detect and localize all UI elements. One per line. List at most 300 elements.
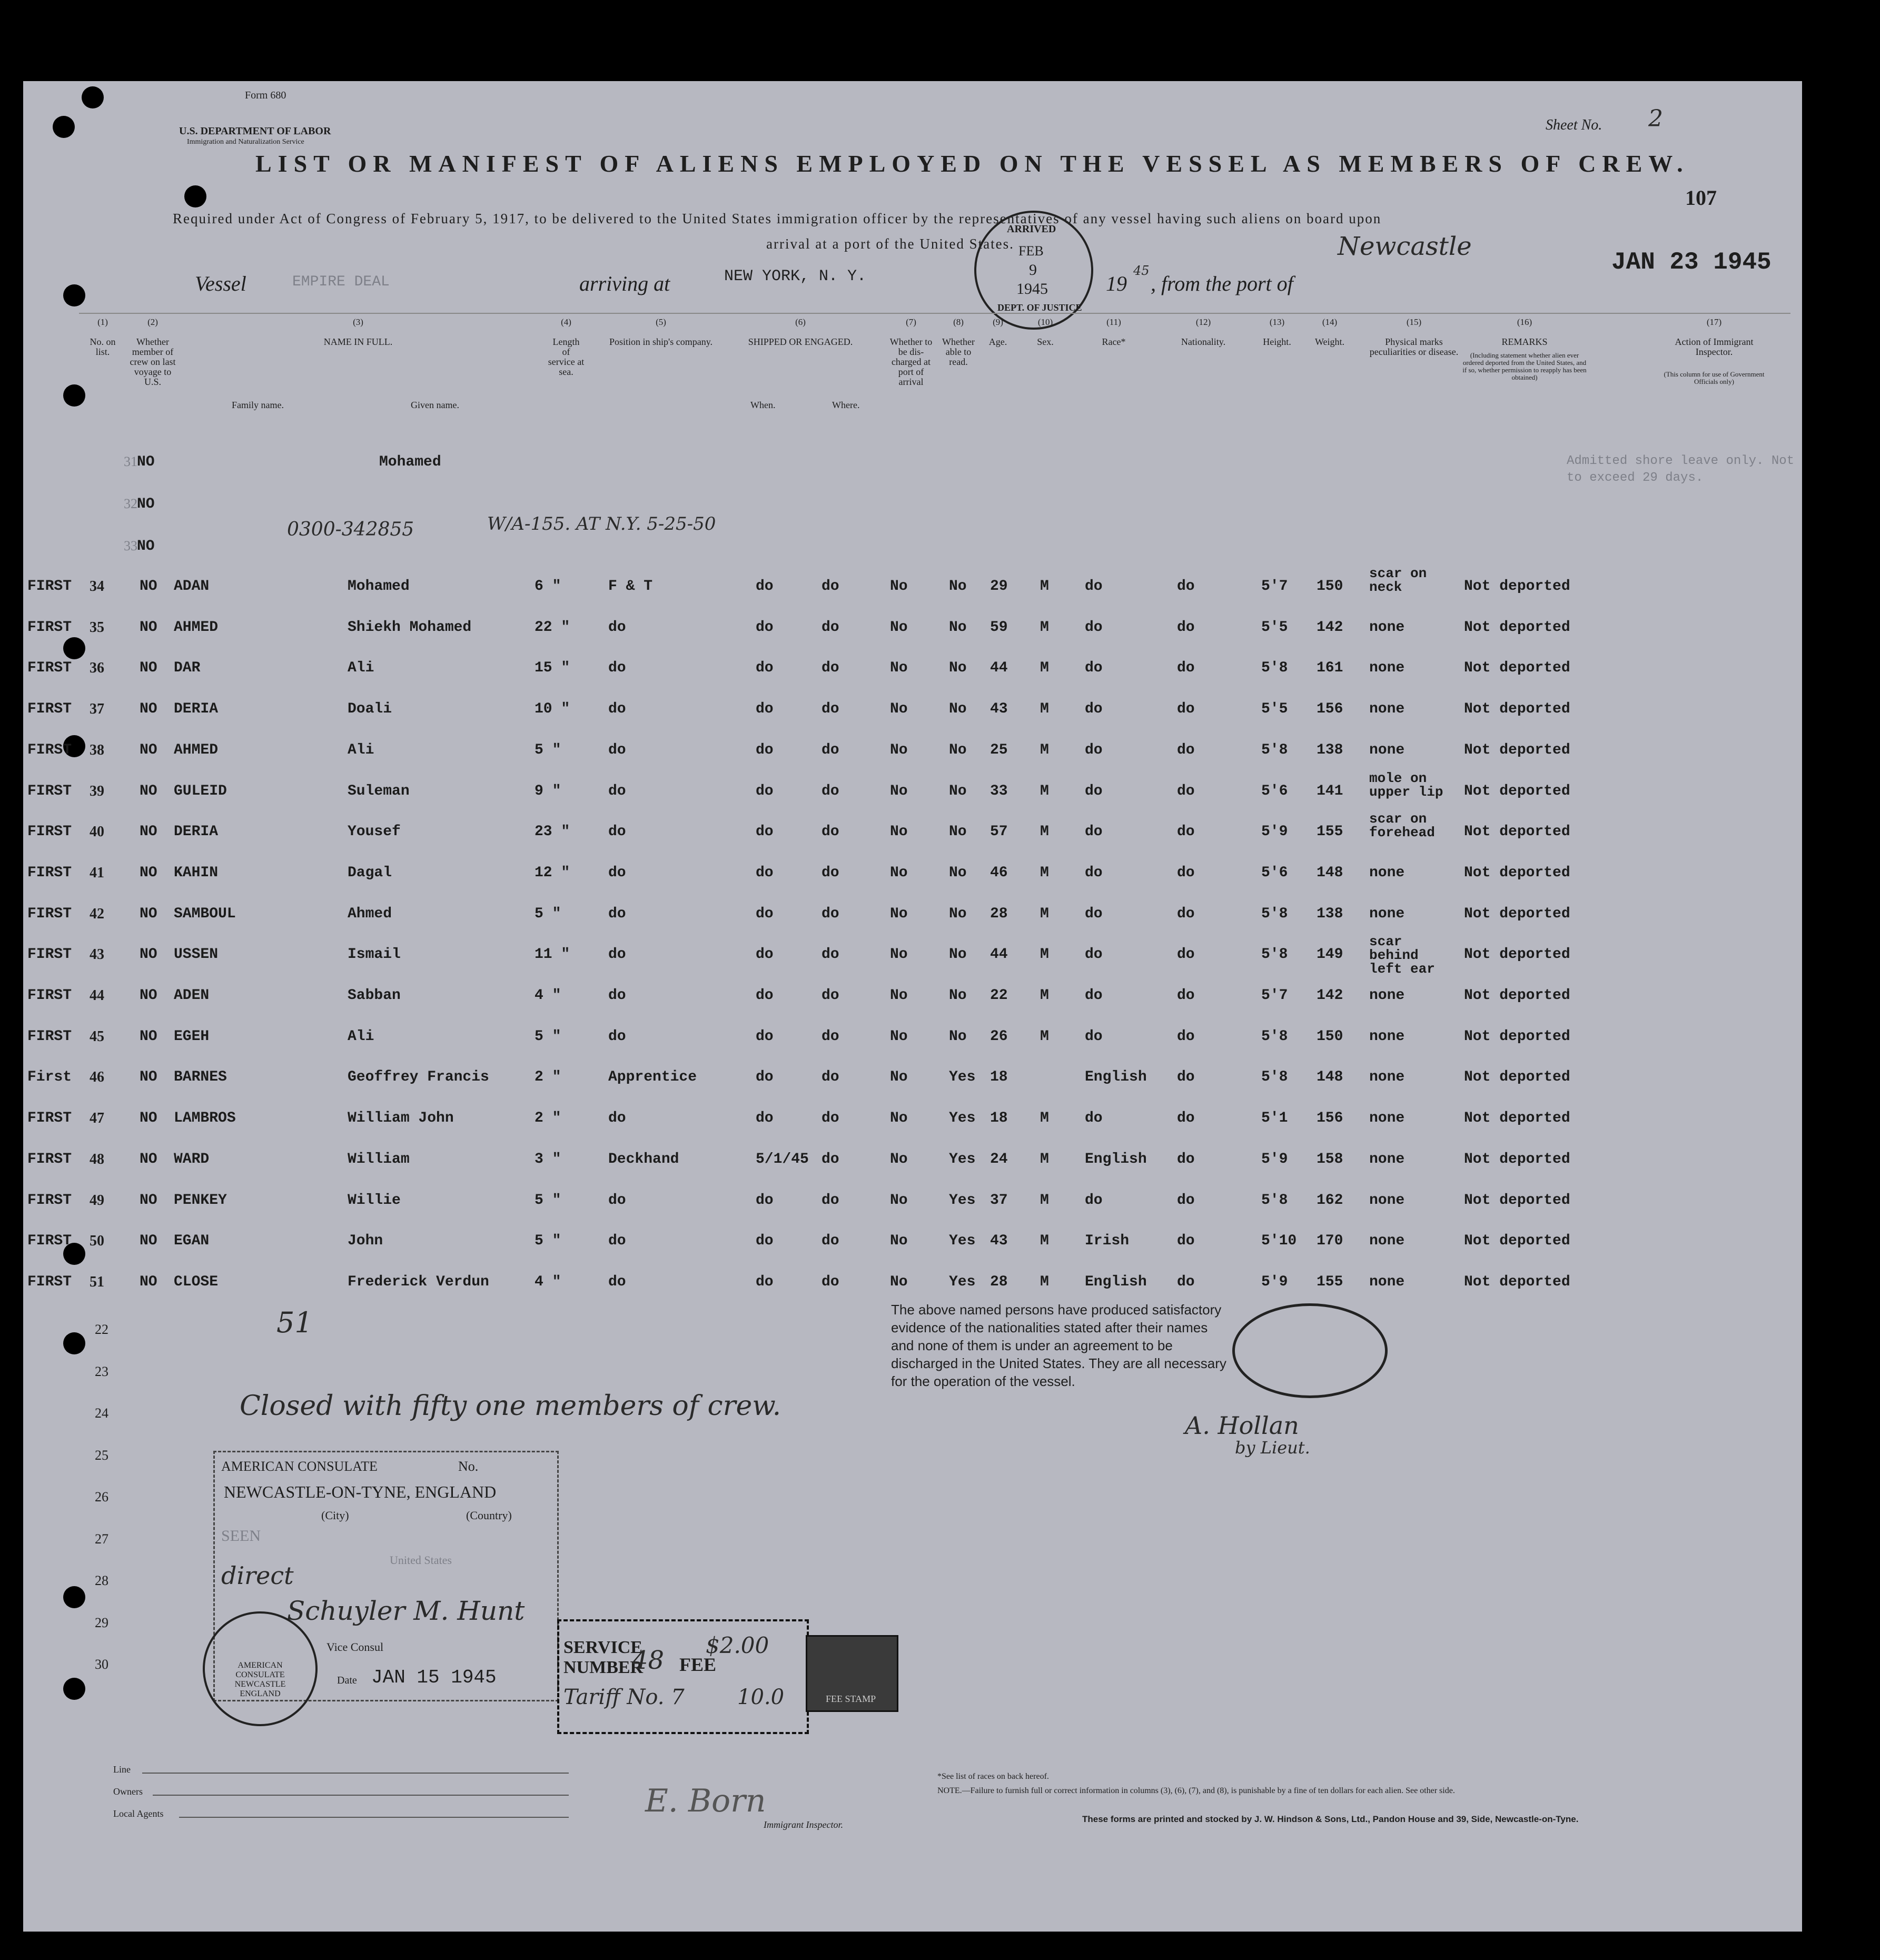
physical-marks: none bbox=[1369, 1151, 1405, 1167]
shipped-when: do bbox=[756, 905, 774, 922]
race: do bbox=[1085, 905, 1103, 922]
column-header: SHIPPED OR ENGAGED. bbox=[748, 336, 853, 347]
shipped-when: do bbox=[756, 1192, 774, 1209]
tariff-note: Tariff No. 7 bbox=[563, 1685, 685, 1709]
row-number: 43 bbox=[90, 946, 104, 963]
service-name: Immigration and Naturalization Service bbox=[187, 138, 304, 146]
row-number: 42 bbox=[90, 905, 104, 922]
row-number: 23 bbox=[95, 1363, 108, 1379]
arriving-port: NEW YORK, N. Y. bbox=[724, 268, 867, 285]
page-title: LIST OR MANIFEST OF ALIENS EMPLOYED ON THE VESSEL AS MEMBERS OF CREW. bbox=[255, 150, 1689, 177]
remarks: Not deported bbox=[1464, 1273, 1570, 1290]
column-number: (4) bbox=[561, 317, 571, 327]
race: English bbox=[1085, 1273, 1147, 1290]
given-name: Yousef bbox=[348, 824, 401, 840]
row-number: 24 bbox=[95, 1405, 108, 1421]
column-header: No. on list. bbox=[90, 336, 116, 357]
column-number: (17) bbox=[1706, 317, 1722, 327]
given-name: Dagal bbox=[348, 864, 392, 881]
length-of-service: 11 " bbox=[535, 946, 570, 963]
crew-last-voyage: NO bbox=[140, 660, 157, 677]
physical-marks: none bbox=[1369, 741, 1405, 758]
position: do bbox=[608, 1110, 626, 1127]
row-number: 36 bbox=[90, 660, 104, 677]
age: 59 bbox=[990, 619, 1008, 636]
row-number: 44 bbox=[90, 987, 104, 1004]
height: 5'6 bbox=[1261, 864, 1288, 881]
column-header: Physical marks peculiarities or disease. bbox=[1369, 336, 1459, 357]
lead-label: FIRST bbox=[27, 741, 72, 758]
subtitle-line-1: Required under Act of Congress of February 5, 1917, to be delivered to the United States immigration officer by the representatives of any vessel having such aliens on board upon bbox=[173, 211, 1382, 226]
able-to-read: No bbox=[949, 701, 967, 718]
row-number: 39 bbox=[90, 783, 104, 799]
remarks: Not deported bbox=[1464, 578, 1570, 595]
punch-hole bbox=[63, 384, 85, 407]
shipped-when: do bbox=[756, 946, 774, 963]
race: do bbox=[1085, 946, 1103, 963]
weight: 156 bbox=[1317, 701, 1343, 718]
given-name-subheader: Given name. bbox=[411, 400, 459, 410]
remarks: Not deported bbox=[1464, 741, 1570, 758]
fee-amount: $2.00 bbox=[706, 1632, 769, 1658]
race: do bbox=[1085, 701, 1103, 718]
consulate-header: AMERICAN CONSULATE bbox=[221, 1459, 378, 1474]
race: do bbox=[1085, 660, 1103, 677]
shipped-where: do bbox=[822, 741, 839, 758]
sheet-label: Sheet No. bbox=[1546, 117, 1602, 133]
age: 28 bbox=[990, 905, 1008, 922]
column-header: Race* bbox=[1102, 336, 1126, 347]
column-header: Whether able to read. bbox=[942, 336, 975, 367]
discharge-at-port: No bbox=[890, 946, 908, 963]
shipped-when: do bbox=[756, 701, 774, 718]
punch-hole bbox=[184, 185, 206, 207]
nationality: do bbox=[1177, 701, 1195, 718]
races-note: *See list of races on back hereof. bbox=[937, 1772, 1049, 1781]
remarks: Not deported bbox=[1464, 946, 1570, 963]
race: do bbox=[1085, 824, 1103, 840]
given-name: Suleman bbox=[348, 783, 410, 799]
lead-label: FIRST bbox=[27, 701, 72, 718]
row-number: 35 bbox=[90, 619, 104, 636]
length-of-service: 5 " bbox=[535, 741, 561, 758]
weight: 161 bbox=[1317, 660, 1343, 677]
discharge-at-port: No bbox=[890, 741, 908, 758]
row-number: 32 bbox=[124, 496, 137, 511]
row-number: 29 bbox=[95, 1615, 108, 1630]
shipped-when: do bbox=[756, 1273, 774, 1290]
family-name-subheader: Family name. bbox=[232, 400, 284, 410]
family-name: USSEN bbox=[174, 946, 219, 963]
row-number: 37 bbox=[90, 701, 104, 718]
row-number: 30 bbox=[95, 1657, 108, 1672]
row-number: 34 bbox=[90, 578, 104, 595]
weight: 170 bbox=[1317, 1233, 1343, 1250]
lead-label: FIRST bbox=[27, 783, 72, 799]
column-header: Length of service at sea. bbox=[548, 336, 585, 377]
handwritten-reference-number: 0300-342855 bbox=[287, 519, 414, 540]
physical-marks: none bbox=[1369, 660, 1405, 677]
race: do bbox=[1085, 619, 1103, 636]
height: 5'9 bbox=[1261, 1273, 1288, 1290]
able-to-read: No bbox=[949, 578, 967, 595]
height: 5'7 bbox=[1261, 987, 1288, 1004]
consul-signature: Schuyler M. Hunt bbox=[287, 1596, 525, 1626]
column-header: Whether member of crew on last voyage to U.S. bbox=[130, 336, 176, 387]
vessel-label: Vessel bbox=[195, 272, 246, 295]
sex: M bbox=[1040, 578, 1049, 595]
consulate-city: NEWCASTLE-ON-TYNE, ENGLAND bbox=[224, 1482, 497, 1501]
remarks: Not deported bbox=[1464, 1151, 1570, 1167]
age: 29 bbox=[990, 578, 1008, 595]
length-of-service: 4 " bbox=[535, 987, 561, 1004]
shipped-where: do bbox=[822, 783, 839, 799]
weight: 148 bbox=[1317, 864, 1343, 881]
discharge-at-port: No bbox=[890, 701, 908, 718]
shipped-where: do bbox=[822, 824, 839, 840]
shipped-when: do bbox=[756, 1110, 774, 1127]
number-label: NUMBER bbox=[563, 1658, 644, 1677]
service-label: SERVICE bbox=[563, 1638, 642, 1657]
physical-marks: none bbox=[1369, 1028, 1405, 1045]
height: 5'1 bbox=[1261, 1110, 1288, 1127]
able-to-read: Yes bbox=[949, 1192, 976, 1209]
sex: M bbox=[1040, 1151, 1049, 1167]
footer-line-label: Line bbox=[113, 1764, 131, 1775]
family-name: DERIA bbox=[174, 701, 219, 718]
remarks: Not deported bbox=[1464, 1233, 1570, 1250]
remarks: Not deported bbox=[1464, 905, 1570, 922]
year-label: 19 bbox=[1106, 272, 1127, 295]
crew-last-voyage: NO bbox=[140, 783, 157, 799]
sex: M bbox=[1040, 1192, 1049, 1209]
physical-marks: none bbox=[1369, 905, 1405, 922]
age: 44 bbox=[990, 660, 1008, 677]
department-name: U.S. DEPARTMENT OF LABOR bbox=[179, 125, 331, 137]
remarks: Not deported bbox=[1464, 660, 1570, 677]
race: do bbox=[1085, 987, 1103, 1004]
remarks: Not deported bbox=[1464, 1028, 1570, 1045]
nationality: do bbox=[1177, 824, 1195, 840]
punch-hole bbox=[63, 284, 85, 306]
given-name: William John bbox=[348, 1110, 454, 1127]
shipped-where: do bbox=[822, 864, 839, 881]
weight: 150 bbox=[1317, 578, 1343, 595]
family-name: SAMBOUL bbox=[174, 905, 236, 922]
tariff-amount: 10.0 bbox=[737, 1685, 785, 1709]
family-name: GULEID bbox=[174, 783, 227, 799]
from-port-label: , from the port of bbox=[1151, 272, 1293, 295]
crew-last-voyage: NO bbox=[137, 454, 155, 470]
height: 5'8 bbox=[1261, 905, 1288, 922]
race: Irish bbox=[1085, 1233, 1130, 1250]
lead-label: FIRST bbox=[27, 1192, 72, 1209]
row-number: 50 bbox=[90, 1233, 104, 1250]
age: 26 bbox=[990, 1028, 1008, 1045]
nationality: do bbox=[1177, 1069, 1195, 1086]
weight: 148 bbox=[1317, 1069, 1343, 1086]
shipped-where: do bbox=[822, 987, 839, 1004]
declaration-text: The above named persons have produced satisfactory evidence of the nationalities stated after their names and none of them is under an agreement to be discharged in the United States. They are all necessary for the operation of the vessel. bbox=[891, 1302, 1226, 1389]
row-number: 48 bbox=[90, 1151, 104, 1167]
sex: M bbox=[1040, 701, 1049, 718]
column-number: (2) bbox=[147, 317, 158, 327]
able-to-read: No bbox=[949, 741, 967, 758]
column-header: Age. bbox=[988, 336, 1007, 347]
family-name: LAMBROS bbox=[174, 1110, 236, 1127]
column-header: Position in ship's company. bbox=[609, 336, 713, 347]
remarks: Not deported bbox=[1464, 824, 1570, 840]
race: do bbox=[1085, 1028, 1103, 1045]
shipped-where: do bbox=[822, 660, 839, 677]
column-header: REMARKS bbox=[1501, 336, 1548, 347]
position: do bbox=[608, 701, 626, 718]
position: Deckhand bbox=[608, 1151, 679, 1167]
crew-last-voyage: NO bbox=[140, 619, 157, 636]
family-name: PENKEY bbox=[174, 1192, 227, 1209]
discharge-at-port: No bbox=[890, 864, 908, 881]
received-date-stamp: JAN 23 1945 bbox=[1611, 249, 1772, 276]
position: do bbox=[608, 660, 626, 677]
height: 5'8 bbox=[1261, 1069, 1288, 1086]
lead-label: FIRST bbox=[27, 1110, 72, 1127]
lead-label: FIRST bbox=[27, 864, 72, 881]
length-of-service: 5 " bbox=[535, 1192, 561, 1209]
row-number: 31 bbox=[124, 454, 137, 469]
inspector-shore-leave-note: Admitted shore leave only. Not to exceed 29 days. bbox=[1567, 454, 1795, 485]
sex: M bbox=[1040, 783, 1049, 799]
remarks: Not deported bbox=[1464, 1192, 1570, 1209]
weight: 158 bbox=[1317, 1151, 1343, 1167]
length-of-service: 9 " bbox=[535, 783, 561, 799]
physical-marks: none bbox=[1369, 619, 1405, 636]
sex: M bbox=[1040, 946, 1049, 963]
printer-note: These forms are printed and stocked by J. W. Hindson & Sons, Ltd., Pandon House and 39, Side, Newcastle-on-Tyne. bbox=[1082, 1814, 1579, 1824]
height: 5'8 bbox=[1261, 1192, 1288, 1209]
remarks: Not deported bbox=[1464, 783, 1570, 799]
column-number: (9) bbox=[993, 317, 1003, 327]
shipped-when: do bbox=[756, 578, 774, 595]
family-name: ADEN bbox=[174, 987, 210, 1004]
column-header: Action of Immigrant Inspector. bbox=[1675, 336, 1754, 357]
discharge-at-port: No bbox=[890, 783, 908, 799]
family-name: BARNES bbox=[174, 1069, 227, 1086]
position: do bbox=[608, 1028, 626, 1045]
height: 5'8 bbox=[1261, 1028, 1288, 1045]
inspector-subheader: (This column for use of Government Officials only) bbox=[1664, 370, 1765, 385]
arriving-label: arriving at bbox=[579, 272, 670, 295]
nationality: do bbox=[1177, 783, 1195, 799]
service-number: 48 bbox=[632, 1646, 665, 1675]
given-name: Doali bbox=[348, 701, 392, 718]
given-name: Ali bbox=[348, 660, 374, 677]
footer-agents-label: Local Agents bbox=[113, 1808, 164, 1819]
punch-hole bbox=[53, 116, 75, 138]
inspector-signature: E. Born bbox=[645, 1783, 766, 1819]
length-of-service: 5 " bbox=[535, 1028, 561, 1045]
age: 57 bbox=[990, 824, 1008, 840]
year-suffix: 45 bbox=[1133, 263, 1150, 278]
shipped-where: do bbox=[822, 701, 839, 718]
shipped-when: do bbox=[756, 824, 774, 840]
physical-marks: none bbox=[1369, 1192, 1405, 1209]
height: 5'6 bbox=[1261, 783, 1288, 799]
punch-hole bbox=[63, 1332, 85, 1354]
able-to-read: No bbox=[949, 619, 967, 636]
remarks: Not deported bbox=[1464, 701, 1570, 718]
shipped-when: do bbox=[756, 1069, 774, 1086]
race: do bbox=[1085, 741, 1103, 758]
physical-marks: none bbox=[1369, 1110, 1405, 1127]
nationality: do bbox=[1177, 1151, 1195, 1167]
remarks: Not deported bbox=[1464, 619, 1570, 636]
row-number: 49 bbox=[90, 1192, 104, 1209]
crew-last-voyage: NO bbox=[140, 1192, 157, 1209]
consulate-date-label: Date bbox=[337, 1675, 357, 1686]
family-name: AHMED bbox=[174, 619, 219, 636]
remarks: Not deported bbox=[1464, 864, 1570, 881]
sex: M bbox=[1040, 824, 1049, 840]
from-port: Newcastle bbox=[1338, 232, 1472, 261]
seen-label: SEEN bbox=[221, 1527, 261, 1545]
able-to-read: No bbox=[949, 905, 967, 922]
crew-last-voyage: NO bbox=[140, 987, 157, 1004]
master-stamp bbox=[1232, 1303, 1388, 1398]
weight: 155 bbox=[1317, 824, 1343, 840]
shipped-when: do bbox=[756, 987, 774, 1004]
crew-last-voyage: NO bbox=[140, 1151, 157, 1167]
subtitle-line-2: arrival at a port of the United States. bbox=[766, 236, 1014, 252]
discharge-at-port: No bbox=[890, 660, 908, 677]
weight: 138 bbox=[1317, 905, 1343, 922]
lead-label: FIRST bbox=[27, 1233, 72, 1250]
column-number: (16) bbox=[1517, 317, 1532, 327]
weight: 138 bbox=[1317, 741, 1343, 758]
crew-last-voyage: NO bbox=[140, 1110, 157, 1127]
row-number: 26 bbox=[95, 1489, 108, 1504]
revenue-stamp: FEE STAMP bbox=[806, 1635, 898, 1712]
lead-label: FIRST bbox=[27, 1273, 72, 1290]
nationality: do bbox=[1177, 1192, 1195, 1209]
given-name: Sabban bbox=[348, 987, 401, 1004]
column-header: Sex. bbox=[1037, 336, 1054, 347]
nationality: do bbox=[1177, 660, 1195, 677]
length-of-service: 3 " bbox=[535, 1151, 561, 1167]
column-number: (14) bbox=[1322, 317, 1338, 327]
length-of-service: 4 " bbox=[535, 1273, 561, 1290]
able-to-read: No bbox=[949, 1028, 967, 1045]
shipped-where: do bbox=[822, 1151, 839, 1167]
row-number: 38 bbox=[90, 741, 104, 758]
shipped-where: do bbox=[822, 578, 839, 595]
footer-owners-rule bbox=[153, 1795, 569, 1796]
age: 44 bbox=[990, 946, 1008, 963]
shipped-when: do bbox=[756, 864, 774, 881]
column-number: (3) bbox=[353, 317, 363, 327]
length-of-service: 23 " bbox=[535, 824, 570, 840]
nationality: do bbox=[1177, 741, 1195, 758]
nationality: do bbox=[1177, 1273, 1195, 1290]
punch-hole bbox=[63, 1586, 85, 1608]
punch-hole bbox=[63, 637, 85, 659]
able-to-read: Yes bbox=[949, 1069, 976, 1086]
weight: 155 bbox=[1317, 1273, 1343, 1290]
page-number: 107 bbox=[1685, 186, 1717, 210]
shipped-when: do bbox=[756, 619, 774, 636]
row-number: 25 bbox=[95, 1447, 108, 1463]
footer-owners-label: Owners bbox=[113, 1786, 143, 1797]
master-role: by Lieut. bbox=[1235, 1438, 1310, 1458]
row-number: 33 bbox=[124, 538, 137, 553]
physical-marks: mole on upper lip bbox=[1369, 770, 1443, 800]
position: do bbox=[608, 1273, 626, 1290]
crew-last-voyage: NO bbox=[140, 1233, 157, 1250]
position: Apprentice bbox=[608, 1069, 697, 1086]
family-name: WARD bbox=[174, 1151, 210, 1167]
consulate-date: JAN 15 1945 bbox=[371, 1667, 497, 1688]
position: do bbox=[608, 864, 626, 881]
sex: M bbox=[1040, 1028, 1049, 1045]
height: 5'9 bbox=[1261, 1151, 1288, 1167]
sex: M bbox=[1040, 1110, 1049, 1127]
sex: M bbox=[1040, 987, 1049, 1004]
footer-agents-rule bbox=[179, 1817, 569, 1818]
height: 5'7 bbox=[1261, 578, 1288, 595]
column-number: (13) bbox=[1269, 317, 1285, 327]
row-number: 46 bbox=[90, 1069, 104, 1086]
length-of-service: 2 " bbox=[535, 1069, 561, 1086]
family-name: DAR bbox=[174, 660, 201, 677]
crew-last-voyage: NO bbox=[140, 1069, 157, 1086]
row-number: 27 bbox=[95, 1531, 108, 1547]
crew-last-voyage: NO bbox=[140, 824, 157, 840]
length-of-service: 5 " bbox=[535, 905, 561, 922]
shipped-where: do bbox=[822, 1069, 839, 1086]
length-of-service: 6 " bbox=[535, 578, 561, 595]
lead-label: FIRST bbox=[27, 987, 72, 1004]
given-name: Mohamed bbox=[348, 578, 410, 595]
column-header: Whether to be dis-charged at port of arrival bbox=[889, 336, 933, 387]
remarks-subheader: (Including statement whether alien ever ordered deported from the United States, and if so, whether permission to reapply has been obtained) bbox=[1462, 351, 1587, 381]
position: do bbox=[608, 783, 626, 799]
shipped-where: do bbox=[822, 905, 839, 922]
remarks: Not deported bbox=[1464, 1110, 1570, 1127]
footer-line-rule bbox=[142, 1773, 569, 1774]
discharge-at-port: No bbox=[890, 905, 908, 922]
lead-label: First bbox=[27, 1069, 72, 1086]
discharge-at-port: No bbox=[890, 619, 908, 636]
family-name: KAHIN bbox=[174, 864, 219, 881]
position: do bbox=[608, 824, 626, 840]
given-name: Ahmed bbox=[348, 905, 392, 922]
physical-marks: none bbox=[1369, 701, 1405, 718]
row-number: 41 bbox=[90, 864, 104, 881]
column-header: Weight. bbox=[1314, 336, 1345, 347]
discharge-at-port: No bbox=[890, 1028, 908, 1045]
sex: M bbox=[1040, 905, 1049, 922]
physical-marks: none bbox=[1369, 987, 1405, 1004]
shipped-where: do bbox=[822, 619, 839, 636]
row-number: 51 bbox=[90, 1273, 104, 1290]
crew-last-voyage: NO bbox=[140, 905, 157, 922]
row-number: 22 bbox=[95, 1322, 108, 1337]
given-name: Frederick Verdun bbox=[348, 1273, 489, 1290]
lead-label: FIRST bbox=[27, 619, 72, 636]
handwritten-warrant-note: W/A-155. AT N.Y. 5-25-50 bbox=[487, 513, 716, 534]
total-count: 51 bbox=[276, 1306, 313, 1339]
column-number: (7) bbox=[906, 317, 916, 327]
shipped-when: do bbox=[756, 741, 774, 758]
